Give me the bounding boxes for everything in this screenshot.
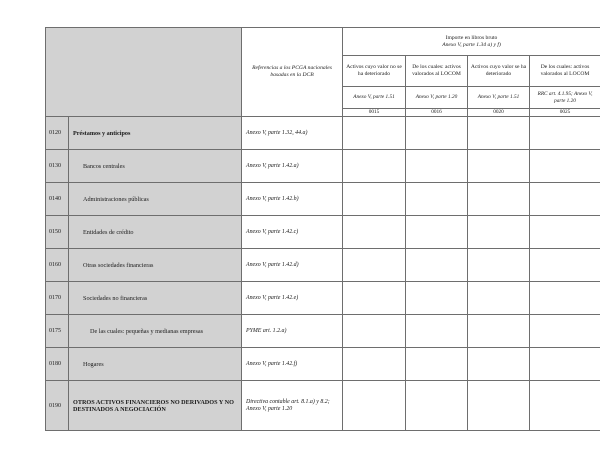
value-cell[interactable]	[343, 381, 406, 431]
column-title: Activos cuyo valor se ha deteriorado	[468, 56, 530, 87]
table-row	[46, 249, 600, 282]
column-reference: Anexo V, parte 1.51	[343, 87, 406, 109]
group-subtitle: Anexo V, parte 1.34 a) y f)	[442, 41, 501, 48]
row-reference: Anexo V, parte 1.42.b)	[242, 183, 343, 216]
table-row	[46, 348, 600, 381]
value-cell[interactable]	[530, 249, 600, 282]
value-cell[interactable]	[343, 216, 406, 249]
value-cell[interactable]	[406, 249, 468, 282]
value-cell[interactable]	[406, 315, 468, 348]
row-label: Sociedades no financieras	[69, 282, 242, 315]
value-cell[interactable]	[406, 282, 468, 315]
value-cell[interactable]	[343, 348, 406, 381]
table-row	[46, 282, 600, 315]
value-cell[interactable]	[343, 117, 406, 150]
value-cell[interactable]	[468, 249, 530, 282]
row-code: 0140	[46, 183, 69, 216]
row-label: Bancos centrales	[69, 150, 242, 183]
row-code: 0150	[46, 216, 69, 249]
report-table-container	[45, 27, 600, 431]
value-cell[interactable]	[406, 348, 468, 381]
row-code: 0175	[46, 315, 69, 348]
row-reference: PYME art. 1.2.a)	[242, 315, 343, 348]
column-code: 0016	[406, 109, 468, 117]
value-cell[interactable]	[530, 216, 600, 249]
value-cell[interactable]	[406, 117, 468, 150]
ref-column-header: Referencias a los PCGA nacionales basadas en la DCB	[242, 28, 343, 117]
value-cell[interactable]	[530, 381, 600, 431]
row-reference: Anexo V, parte 1.42.f)	[242, 348, 343, 381]
row-code: 0180	[46, 348, 69, 381]
table-row	[46, 117, 600, 150]
row-label: Otras sociedades financieras	[69, 249, 242, 282]
table-row	[46, 315, 600, 348]
financial-assets-table	[45, 27, 600, 431]
row-label: Hogares	[69, 348, 242, 381]
row-label: Administraciones públicas	[69, 183, 242, 216]
value-cell[interactable]	[530, 348, 600, 381]
value-cell[interactable]	[406, 150, 468, 183]
value-cell[interactable]	[530, 183, 600, 216]
value-cell[interactable]	[530, 117, 600, 150]
header-blank-cell	[46, 28, 242, 117]
value-cell[interactable]	[343, 150, 406, 183]
value-cell[interactable]	[343, 249, 406, 282]
row-code: 0130	[46, 150, 69, 183]
row-code: 0120	[46, 117, 69, 150]
row-label: OTROS ACTIVOS FINANCIEROS NO DERIVADOS Y NO DESTINADOS A NEGOCIACIÓN	[69, 381, 242, 431]
table-row	[46, 216, 600, 249]
value-cell[interactable]	[468, 348, 530, 381]
value-cell[interactable]	[406, 183, 468, 216]
group-title: Importe en libros bruto	[445, 34, 498, 41]
column-reference: RRC art. 4.1.95; Anexo V, parte 1.20	[530, 87, 600, 109]
value-cell[interactable]	[468, 315, 530, 348]
value-cell[interactable]	[406, 381, 468, 431]
column-code: 0025	[530, 109, 600, 117]
row-reference: Anexo V, parte 1.42.e)	[242, 282, 343, 315]
row-code: 0190	[46, 381, 69, 431]
table-row	[46, 150, 600, 183]
column-code: 0020	[468, 109, 530, 117]
row-reference: Anexo V, parte 1.42.d)	[242, 249, 343, 282]
value-cell[interactable]	[468, 282, 530, 315]
row-label: De las cuales: pequeñas y medianas empresas	[69, 315, 242, 348]
row-code: 0170	[46, 282, 69, 315]
value-cell[interactable]	[530, 150, 600, 183]
row-label: Préstamos y anticipos	[69, 117, 242, 150]
value-cell[interactable]	[406, 216, 468, 249]
value-cell[interactable]	[343, 183, 406, 216]
value-cell[interactable]	[468, 183, 530, 216]
row-reference: Anexo V, parte 1.42.c)	[242, 216, 343, 249]
value-cell[interactable]	[343, 315, 406, 348]
table-row	[46, 381, 600, 431]
value-cell[interactable]	[468, 117, 530, 150]
row-reference: Anexo V, parte 1.32, 44.a)	[242, 117, 343, 150]
column-title: De los cuales: activos valorados al LOCOM	[406, 56, 468, 87]
row-code: 0160	[46, 249, 69, 282]
value-cell[interactable]	[468, 216, 530, 249]
value-cell[interactable]	[343, 282, 406, 315]
column-reference: Anexo V, parte 1.51	[468, 87, 530, 109]
value-cell[interactable]	[468, 150, 530, 183]
column-reference: Anexo V, parte 1.20	[406, 87, 468, 109]
row-reference: Directiva contable art. 8.1.a) y 8.2; Anexo V, parte 1.20	[242, 381, 343, 431]
value-cell[interactable]	[468, 381, 530, 431]
row-reference: Anexo V, parte 1.42.a)	[242, 150, 343, 183]
table-row	[46, 183, 600, 216]
value-cell[interactable]	[530, 315, 600, 348]
row-label: Entidades de crédito	[69, 216, 242, 249]
value-cell[interactable]	[530, 282, 600, 315]
column-title: De los cuales: activos valorados al LOCOM	[530, 56, 600, 87]
group-header	[343, 28, 600, 56]
column-code: 0015	[343, 109, 406, 117]
column-title: Activos cuyo valor no se ha deteriorado	[343, 56, 406, 87]
